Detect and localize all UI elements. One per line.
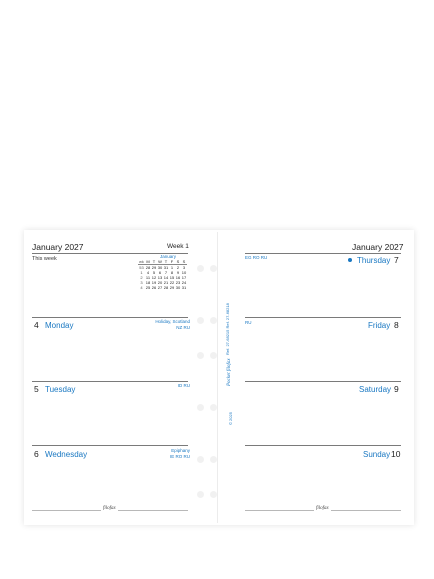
- mini-calendar-day: 14: [163, 275, 169, 280]
- mini-calendar-day: 2: [176, 265, 180, 270]
- mini-calendar-header: wk: [139, 259, 144, 264]
- friday-holiday: RU: [245, 320, 252, 325]
- mini-calendar-day: 13: [157, 275, 163, 280]
- wednesday-name: Wednesday: [45, 450, 88, 459]
- mini-calendar-month: January: [159, 254, 176, 259]
- mini-calendar-day: 11: [145, 275, 151, 280]
- left-month-year: January 2027: [32, 242, 84, 252]
- this-week-label: This week: [32, 256, 57, 262]
- mini-calendar-header: S: [176, 259, 180, 264]
- week-number: Week 1: [167, 243, 189, 250]
- monday-number: 4: [34, 320, 39, 330]
- tuesday-holiday: [140, 383, 190, 389]
- mini-calendar-day: 1: [170, 265, 174, 270]
- mini-calendar-day: 27: [157, 285, 163, 290]
- mini-calendar-week: 53: [139, 265, 144, 270]
- monday-rule: [32, 317, 188, 318]
- planner-spread: [24, 230, 414, 525]
- monday-holiday-line2: NZ RU: [176, 324, 190, 330]
- mini-calendar-day: 15: [169, 275, 175, 280]
- binding-brand-text: Pocket filofax: [227, 358, 232, 386]
- mini-calendar-day: 5: [152, 270, 156, 275]
- mini-calendar-grid: [138, 259, 190, 290]
- mini-calendar-week: 3: [140, 280, 143, 285]
- right-brand-logo: filofax: [316, 506, 329, 511]
- binding-year-text: © 2025: [228, 412, 233, 425]
- mini-calendar-header: F: [170, 259, 174, 264]
- ring-hole: [210, 456, 217, 463]
- mini-calendar-day: 18: [145, 280, 151, 285]
- tuesday-number: 5: [34, 384, 39, 394]
- ring-hole: [197, 491, 204, 498]
- mini-calendar-day: 16: [175, 275, 181, 280]
- friday-number: 8: [394, 320, 399, 330]
- mini-calendar-day: 7: [164, 270, 168, 275]
- left-brand-logo: filofax: [103, 506, 116, 511]
- wednesday-rule: [32, 445, 188, 446]
- mini-calendar-day: 21: [163, 280, 169, 285]
- mini-calendar-header: M: [146, 259, 150, 264]
- ring-hole: [197, 352, 204, 359]
- friday-rule: [245, 317, 401, 318]
- mini-calendar-week: 2: [140, 275, 143, 280]
- mini-calendar: [138, 254, 190, 290]
- friday-name: Friday: [368, 321, 391, 330]
- monday-holiday-line1: Holiday, Scotland: [155, 319, 190, 324]
- center-fold: [217, 232, 218, 523]
- mini-calendar-day: 24: [181, 280, 187, 285]
- today-dot-icon: [348, 258, 352, 262]
- mini-calendar-day: 29: [151, 265, 157, 270]
- ring-hole: [210, 352, 217, 359]
- mini-calendar-header: W: [158, 259, 162, 264]
- tuesday-name: Tuesday: [45, 385, 76, 394]
- wednesday-holiday: [140, 448, 190, 459]
- mini-calendar-day: 12: [151, 275, 157, 280]
- right-header-rule: [245, 253, 401, 254]
- mini-calendar-day: 25: [145, 285, 151, 290]
- mini-calendar-day: 3: [182, 265, 186, 270]
- wednesday-holiday-line2: IE RO RU: [169, 453, 190, 459]
- sunday-rule: [245, 445, 401, 446]
- ring-hole: [197, 265, 204, 272]
- mini-calendar-day: 30: [175, 285, 181, 290]
- thursday-holiday: EG RO RU: [245, 255, 268, 260]
- binding-ref-text: Ref. 27-68215 Ref. 27-68218: [225, 303, 230, 355]
- ring-hole: [210, 265, 217, 272]
- mini-calendar-day: 17: [181, 275, 187, 280]
- mini-calendar-day: 31: [181, 285, 187, 290]
- mini-calendar-day: 8: [170, 270, 174, 275]
- ring-hole: [197, 404, 204, 411]
- mini-calendar-day: 4: [146, 270, 150, 275]
- right-month-year: January 2027: [352, 242, 404, 252]
- mini-calendar-day: 6: [158, 270, 162, 275]
- sunday-number: 10: [391, 449, 401, 459]
- mini-calendar-day: 30: [157, 265, 163, 270]
- mini-calendar-day: 28: [163, 285, 169, 290]
- mini-calendar-day: 22: [169, 280, 175, 285]
- thursday-number: 7: [394, 255, 399, 265]
- monday-name: Monday: [45, 321, 74, 330]
- sunday-name: Sunday: [363, 450, 391, 459]
- mini-calendar-day: 28: [145, 265, 151, 270]
- monday-holiday: [140, 319, 190, 330]
- mini-calendar-week: 1: [140, 270, 143, 275]
- mini-calendar-day: 23: [175, 280, 181, 285]
- ring-hole: [197, 317, 204, 324]
- thursday-name: Thursday: [357, 256, 391, 265]
- tuesday-holiday-line1: ID RU: [177, 383, 190, 388]
- saturday-name: Saturday: [359, 385, 392, 394]
- mini-calendar-day: 19: [151, 280, 157, 285]
- ring-hole: [210, 404, 217, 411]
- mini-calendar-header: T: [152, 259, 156, 264]
- ring-hole: [197, 456, 204, 463]
- ring-hole: [210, 491, 217, 498]
- mini-calendar-day: 20: [157, 280, 163, 285]
- tuesday-rule: [32, 381, 188, 382]
- saturday-rule: [245, 381, 401, 382]
- mini-calendar-day: 9: [176, 270, 180, 275]
- saturday-number: 9: [394, 384, 399, 394]
- mini-calendar-day: 29: [169, 285, 175, 290]
- mini-calendar-header: T: [164, 259, 168, 264]
- ring-hole: [210, 317, 217, 324]
- mini-calendar-day: 31: [163, 265, 169, 270]
- mini-calendar-header: S: [182, 259, 186, 264]
- mini-calendar-week: 4: [140, 285, 143, 290]
- mini-calendar-day: 10: [181, 270, 187, 275]
- wednesday-holiday-line1: Epiphany: [171, 448, 190, 453]
- wednesday-number: 6: [34, 449, 39, 459]
- mini-calendar-day: 26: [151, 285, 157, 290]
